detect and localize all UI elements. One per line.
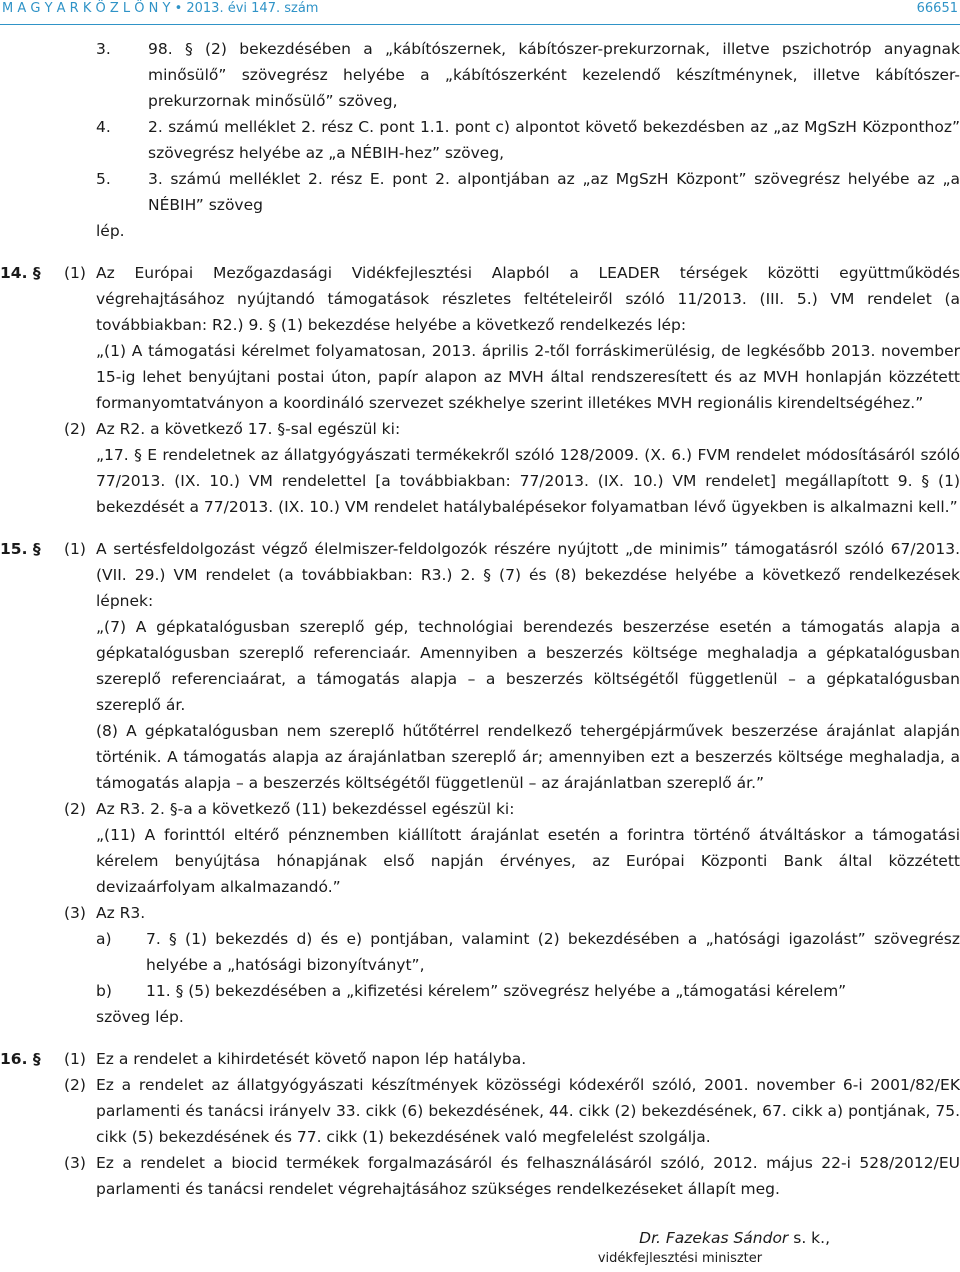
signatory-name-italic: Dr. Fazekas Sándor — [639, 1229, 789, 1247]
quoted-text: „(7) A gépkatalógusban szereplő gép, technológiai berendezés beszerzése esetén a támogatás alapja a gépkatalógusban szereplő referenciaár. Amennyiben a beszerzés költsége meghaladja a gépkatalógusban szereplő referenciaárat, a támogatás alapja – a beszerzés költségétől függetlenül – a gépkatalógusban szereplő ár. — [96, 618, 960, 714]
section-number: 16. § — [0, 1050, 41, 1068]
section-number: 14. § — [0, 264, 41, 282]
section-16 — [0, 1046, 960, 1202]
list-item — [0, 114, 960, 166]
item-text: 11. § (5) bekezdésében a „kifizetési kérelem” szövegrész helyébe a „támogatási kérelem” — [146, 982, 847, 1000]
document-body — [0, 36, 960, 1202]
signatory-suffix: s. k., — [788, 1229, 830, 1247]
paragraph-text: Az R3. — [96, 904, 146, 922]
signatory-name — [639, 1229, 830, 1247]
page-header — [0, 0, 960, 26]
item-letter: b) — [96, 982, 112, 1000]
quoted-text: „17. § E rendeletnek az állatgyógyászati termékekről szóló 128/2009. (X. 6.) FVM rendelet módosításáról szóló 77/2013. (IX. 10.) VM rendelettel [a továbbiakban: 77/2013. (IX. 10.) VM rendelet] megállapított 9. § (1) bekezdését a 77/2013. (IX. 10.) VM rendelet hatálybalépésekor folyamatban lévő ügyekben is alkalmazni kell.” — [96, 446, 960, 516]
paragraph-number: (1) — [64, 1050, 86, 1068]
quoted-text: (8) A gépkatalógusban nem szereplő hűtőtérrel rendelkező tehergépjárművek beszerzése árajánlat alapján történik. A támogatás alapja az árajánlatban szereplő ár; amennyiben ezt a beszerzés költsége meghaladja, a támogatás alapja – a beszerzés költségétől függetlenül – az árajánlatban szereplő ár.” — [96, 722, 960, 792]
paragraph-number: (2) — [64, 420, 86, 438]
item-text: 3. számú melléklet 2. rész E. pont 2. alpontjában az „az MgSzH Központ” szövegrész helyébe az „a NÉBIH” szöveg — [148, 170, 960, 214]
item-number: 5. — [96, 170, 111, 188]
paragraph-number: (2) — [64, 800, 86, 818]
item-number: 3. — [96, 40, 111, 58]
item-text: 2. számú melléklet 2. rész C. pont 1.1. pont c) alpontot követő bekezdésben az „az MgSzH Központhoz” szövegrész helyébe az „a NÉBIH-hez” szöveg, — [148, 118, 960, 162]
paragraph-number: (2) — [64, 1076, 86, 1094]
item-number: 4. — [96, 118, 111, 136]
list-item — [0, 166, 960, 218]
journal-title: M A G Y A R K Ö Z L Ö N Y • 2013. évi 147. szám — [2, 1, 319, 16]
item-text: 98. § (2) bekezdésében a „kábítószernek, kábítószer-prekurzornak, illetve pszichotróp anyagnak minősülő” szövegrész helyébe a „kábítószerként kezelendő készítménynek, illetve kábítószer-prekurzornak minősülő” szöveg, — [148, 40, 960, 110]
paragraph-text: Ez a rendelet az állatgyógyászati készítmények közösségi kódexéről szóló, 2001. november 6-i 2001/82/EK parlamenti és tanácsi irányelv 33. cikk (6) bekezdésének, 44. cikk (2) bekezdésének, 67. cikk a) pontjának, 75. cikk (5) bekezdésének és 77. cikk (1) bekezdésének való megfelelést szolgálja. — [96, 1076, 960, 1146]
signatory-title: vidékfejlesztési miniszter — [597, 1251, 763, 1266]
section-number: 15. § — [0, 540, 41, 558]
list-item — [0, 36, 960, 114]
paragraph-number: (1) — [64, 540, 86, 558]
quoted-text: „(1) A támogatási kérelmet folyamatosan, 2013. április 2-től forráskimerülésig, de legkésőbb 2013. november 15-ig lehet benyújtani postai úton, papír alapon az MVH által rendszeresített és az MVH honlapján közzétett formanyomtatványon a koordináló szervezet székhelye szerint illetékes MVH regionális kirendeltségéhez.” — [96, 342, 960, 412]
item-letter: a) — [96, 930, 112, 948]
page-number: 66651 — [916, 1, 958, 16]
paragraph-text: Az R2. a következő 17. §-sal egészül ki: — [96, 420, 401, 438]
paragraph-text: Az Európai Mezőgazdasági Vidékfejlesztési Alapból a LEADER térségek közötti együttműködés végrehajtásához nyújtandó támogatások részletes feltételeiről szóló 11/2013. (III. 5.) VM rendelet (a továbbiakban: R2.) 9. § (1) bekezdése helyébe a következő rendelkezés lép: — [96, 264, 960, 334]
section-15 — [0, 536, 960, 1030]
paragraph-number: (3) — [64, 904, 86, 922]
closing-phrase: szöveg lép. — [96, 1008, 184, 1026]
signature-block — [530, 1228, 830, 1248]
paragraph-text: Az R3. 2. §-a a következő (11) bekezdéssel egészül ki: — [96, 800, 515, 818]
paragraph-number: (1) — [64, 264, 86, 282]
closing-phrase: lép. — [96, 222, 125, 240]
paragraph-number: (3) — [64, 1154, 86, 1172]
section-14 — [0, 260, 960, 520]
paragraph-text: Ez a rendelet a biocid termékek forgalmazásáról és felhasználásáról szóló, 2012. május 22-i 528/2012/EU parlamenti és tanácsi rendelet végrehajtásához szükséges rendelkezéseket állapít meg. — [96, 1154, 960, 1198]
item-text: 7. § (1) bekezdés d) és e) pontjában, valamint (2) bekezdésében a „hatósági igazolást” szövegrész helyébe a „hatósági bizonyítványt”, — [146, 930, 960, 974]
quoted-text: „(11) A forinttól eltérő pénznemben kiállított árajánlat esetén a forintra történő átváltáskor a támogatási kérelem benyújtása hónapjának első napján érvényes, az Európai Központi Bank által közzétett devizaárfolyam alkalmazandó.” — [96, 826, 960, 896]
list-item — [96, 978, 960, 1004]
list-item — [96, 926, 960, 978]
paragraph-text: A sertésfeldolgozást végző élelmiszer-feldolgozók részére nyújtott „de minimis” támogatásról szóló 67/2013. (VII. 29.) VM rendelet (a továbbiakban: R3.) 2. § (7) és (8) bekezdése helyébe a következő rendelkezések lépnek: — [96, 540, 960, 610]
paragraph-text: Ez a rendelet a kihirdetését követő napon lép hatályba. — [96, 1050, 527, 1068]
header-rule — [0, 24, 960, 25]
